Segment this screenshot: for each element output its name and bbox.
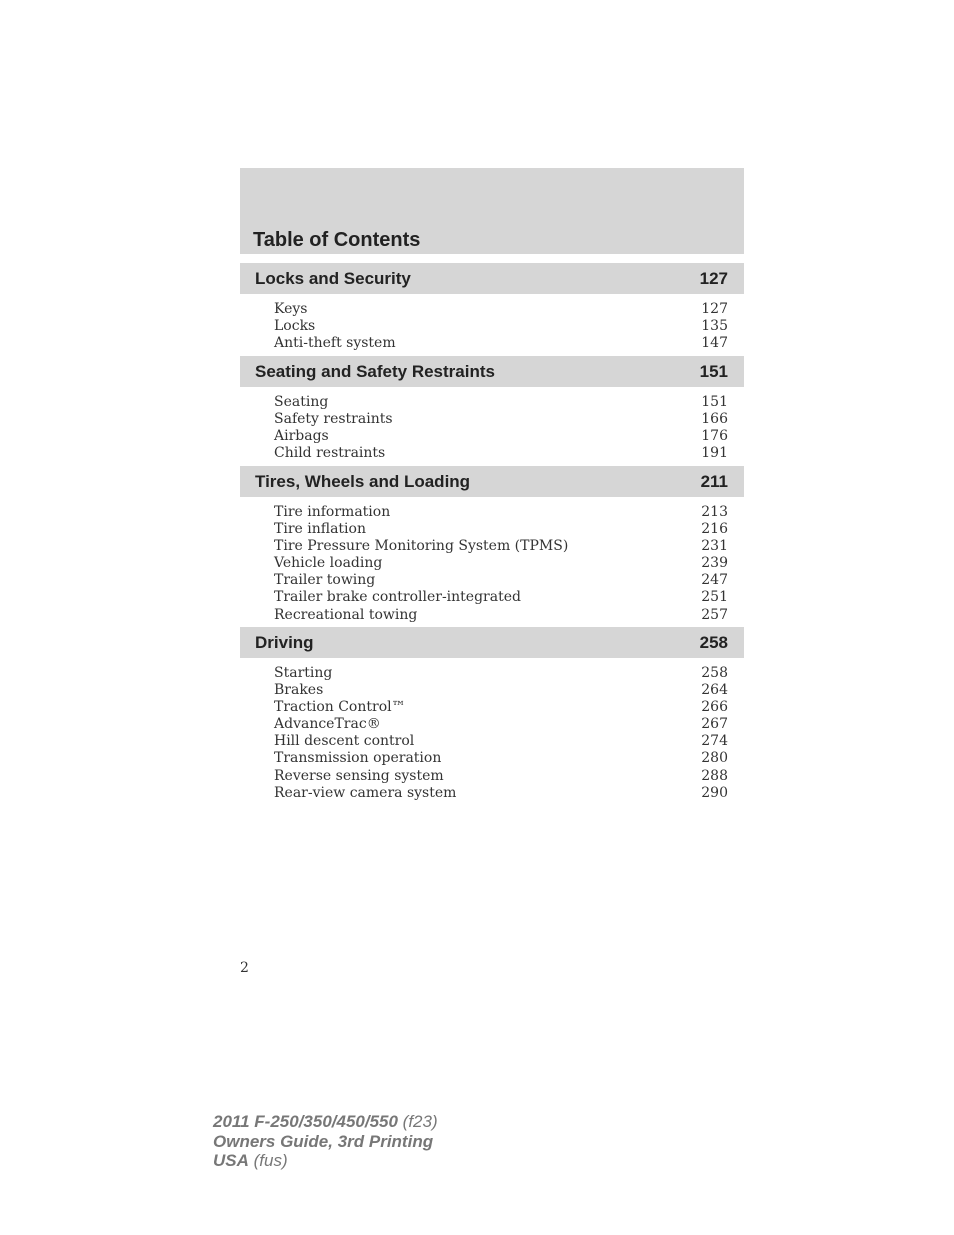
toc-item[interactable] bbox=[274, 572, 728, 589]
footer-line-model bbox=[213, 1112, 438, 1132]
item-page: 216 bbox=[701, 521, 728, 538]
footer-line-edition bbox=[213, 1132, 438, 1152]
toc-item[interactable] bbox=[274, 665, 728, 682]
toc-item[interactable] bbox=[274, 768, 728, 785]
section-items bbox=[240, 294, 744, 352]
item-page: 257 bbox=[701, 606, 728, 623]
item-label: Vehicle loading bbox=[274, 555, 383, 572]
section-page: 211 bbox=[700, 471, 728, 491]
item-page: 266 bbox=[701, 699, 728, 716]
section-items bbox=[240, 387, 744, 462]
item-page: 191 bbox=[701, 445, 728, 462]
item-page: 151 bbox=[701, 394, 728, 410]
item-page: 280 bbox=[701, 750, 728, 767]
item-label: Trailer towing bbox=[274, 572, 376, 589]
toc-item[interactable] bbox=[274, 411, 728, 428]
footer-market: USA bbox=[213, 1151, 249, 1170]
item-label: Tire inflation bbox=[274, 521, 366, 538]
item-page: 290 bbox=[701, 784, 728, 801]
toc-item[interactable] bbox=[274, 538, 728, 555]
section-page: 151 bbox=[699, 361, 728, 381]
document-footer bbox=[213, 1112, 438, 1171]
section-title: Driving bbox=[255, 632, 314, 652]
toc-section-locks-and-security bbox=[240, 263, 744, 352]
toc-item[interactable] bbox=[274, 607, 728, 624]
section-items bbox=[240, 658, 744, 802]
section-page: 127 bbox=[699, 268, 728, 288]
toc-item[interactable] bbox=[274, 301, 728, 318]
item-label: Starting bbox=[274, 665, 333, 681]
toc-item[interactable] bbox=[274, 555, 728, 572]
item-page: 176 bbox=[701, 428, 728, 445]
item-page: 166 bbox=[701, 411, 728, 428]
section-title: Seating and Safety Restraints bbox=[255, 361, 495, 381]
item-page: 267 bbox=[701, 716, 728, 733]
item-page: 127 bbox=[701, 301, 728, 317]
toc-item[interactable] bbox=[274, 750, 728, 767]
item-label: Tire Pressure Monitoring System (TPMS) bbox=[274, 538, 569, 555]
footer-line-market bbox=[213, 1151, 438, 1171]
toc-item[interactable] bbox=[274, 335, 728, 352]
item-page: 251 bbox=[701, 589, 728, 606]
toc-item[interactable] bbox=[274, 699, 728, 716]
item-page: 231 bbox=[701, 538, 728, 555]
item-page: 274 bbox=[701, 733, 728, 750]
item-label: Hill descent control bbox=[274, 733, 415, 750]
toc-item[interactable] bbox=[274, 318, 728, 335]
item-label: Traction Control™ bbox=[274, 699, 406, 716]
section-heading[interactable] bbox=[240, 627, 744, 658]
item-page: 135 bbox=[701, 318, 728, 335]
item-label: Anti-theft system bbox=[274, 335, 396, 352]
toc-section-seating-and-safety-restraints bbox=[240, 356, 744, 462]
toc-item[interactable] bbox=[274, 428, 728, 445]
item-label: Keys bbox=[274, 301, 308, 317]
item-page: 213 bbox=[701, 504, 728, 520]
section-title: Locks and Security bbox=[255, 268, 411, 288]
item-label: Tire information bbox=[274, 504, 391, 520]
toc-section-tires-wheels-and-loading bbox=[240, 466, 744, 624]
item-label: Recreational towing bbox=[274, 606, 418, 623]
footer-model: 2011 F-250/350/450/550 bbox=[213, 1112, 398, 1131]
section-page: 258 bbox=[699, 632, 728, 652]
section-heading[interactable] bbox=[240, 356, 744, 387]
item-label: Child restraints bbox=[274, 445, 386, 462]
section-items bbox=[240, 497, 744, 624]
section-heading[interactable] bbox=[240, 263, 744, 294]
item-label: Rear-view camera system bbox=[274, 784, 457, 801]
item-label: Airbags bbox=[274, 428, 329, 445]
item-page: 288 bbox=[701, 767, 728, 784]
item-label: AdvanceTrac® bbox=[274, 716, 381, 733]
item-label: Brakes bbox=[274, 682, 324, 699]
item-page: 239 bbox=[701, 555, 728, 572]
item-label: Locks bbox=[274, 318, 316, 335]
toc-item[interactable] bbox=[274, 785, 728, 802]
toc-item[interactable] bbox=[274, 682, 728, 699]
item-label: Seating bbox=[274, 394, 329, 410]
item-page: 264 bbox=[701, 682, 728, 699]
page-title: Table of Contents bbox=[253, 229, 421, 251]
item-page: 147 bbox=[701, 335, 728, 352]
toc-header bbox=[240, 168, 744, 254]
toc-item[interactable] bbox=[274, 733, 728, 750]
section-title: Tires, Wheels and Loading bbox=[255, 471, 471, 491]
item-label: Trailer brake controller-integrated bbox=[274, 589, 521, 606]
toc-item[interactable] bbox=[274, 504, 728, 521]
page-number: 2 bbox=[240, 960, 249, 976]
footer-model-code: (f23) bbox=[397, 1112, 438, 1131]
toc-item[interactable] bbox=[274, 589, 728, 606]
toc-section-driving bbox=[240, 627, 744, 802]
item-label: Reverse sensing system bbox=[274, 767, 444, 784]
footer-market-code: (fus) bbox=[248, 1151, 288, 1170]
toc-item[interactable] bbox=[274, 445, 728, 462]
toc-item[interactable] bbox=[274, 394, 728, 411]
toc-item[interactable] bbox=[274, 716, 728, 733]
item-page: 258 bbox=[701, 665, 728, 681]
section-heading[interactable] bbox=[240, 466, 744, 497]
footer-edition: Owners Guide, 3rd Printing bbox=[213, 1131, 434, 1151]
toc-item[interactable] bbox=[274, 521, 728, 538]
item-label: Safety restraints bbox=[274, 411, 393, 428]
item-label: Transmission operation bbox=[274, 750, 442, 767]
item-page: 247 bbox=[701, 572, 728, 589]
